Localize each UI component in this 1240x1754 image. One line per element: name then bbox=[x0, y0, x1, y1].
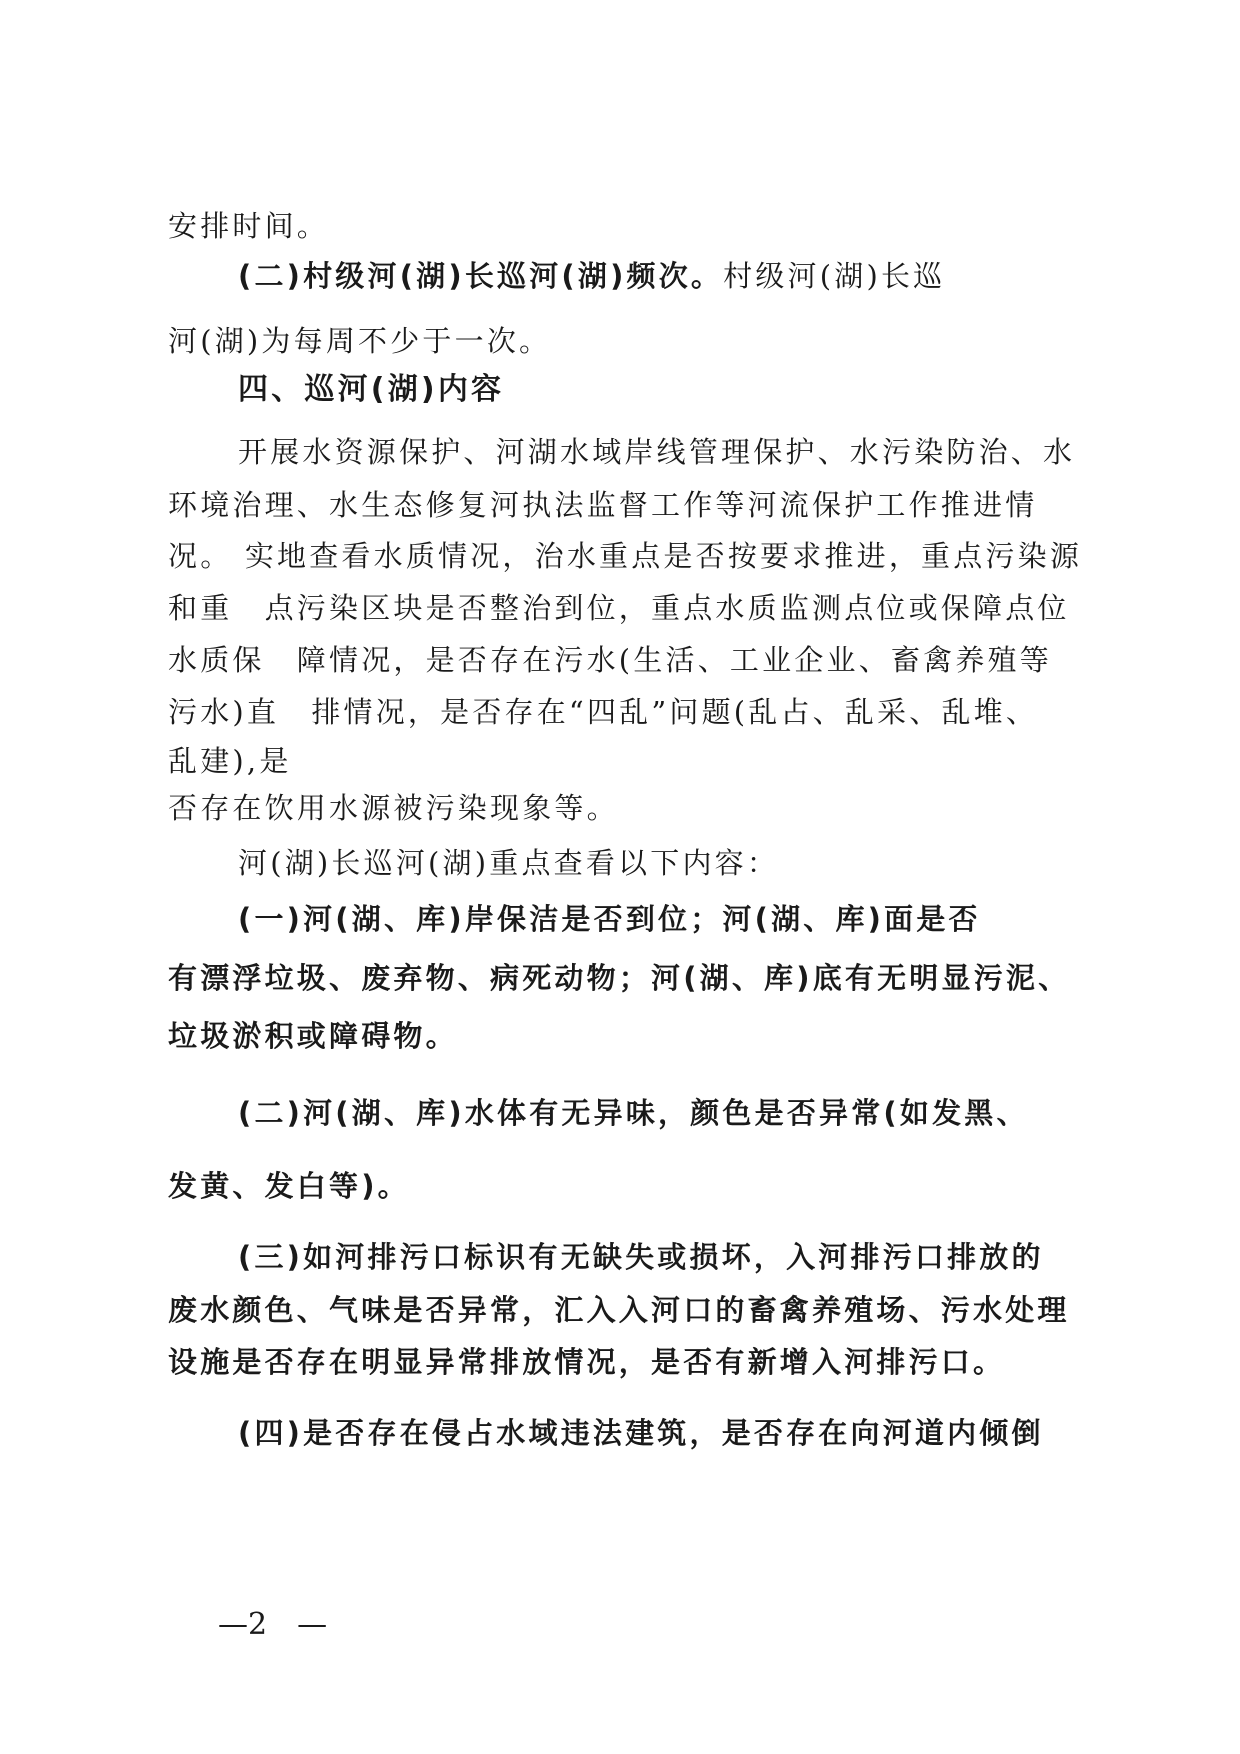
bold-item-line: (一)河(湖、库)岸保洁是否到位；河(湖、库)面是否 bbox=[238, 902, 981, 936]
text-line: 环境治理、水生态修复河执法监督工作等河流保护工作推进情 bbox=[168, 488, 1038, 522]
village-frequency-text: 村级河(湖)长巡 bbox=[723, 259, 946, 293]
bold-item-line: 设施是否存在明显异常排放情况，是否有新增入河排污口。 bbox=[168, 1345, 1006, 1379]
text-line: 和重 点污染区块是否整治到位，重点水质监测点位或保障点位 bbox=[168, 591, 1070, 625]
bold-item-line: 发黄、发白等)。 bbox=[168, 1169, 410, 1203]
page-number: —2 — bbox=[218, 1607, 328, 1642]
text-line: 水质保 障情况，是否存在污水(生活、工业企业、畜禽养殖等 bbox=[168, 643, 1052, 677]
bold-item-line: 废水颜色、气味是否异常，汇入入河口的畜禽养殖场、污水处理 bbox=[168, 1293, 1070, 1327]
text-line: 否存在饮用水源被污染现象等。 bbox=[168, 791, 619, 825]
text-line: 污水)直 排情况，是否存在“四乱”问题(乱占、乱采、乱堆、 bbox=[168, 695, 1039, 729]
text-line: 安排时间。 bbox=[168, 209, 330, 243]
text-line: 河(湖)为每周不少于一次。 bbox=[168, 324, 552, 358]
text-line: 开展水资源保护、河湖水域岸线管理保护、水污染防治、水 bbox=[238, 435, 1076, 469]
village-frequency-paragraph bbox=[238, 256, 945, 296]
bold-item-line: (三)如河排污口标识有无缺失或损坏，入河排污口排放的 bbox=[238, 1240, 1044, 1274]
text-line: 河(湖)长巡河(湖)重点查看以下内容： bbox=[238, 846, 780, 880]
section-heading: 四、巡河(湖)内容 bbox=[238, 372, 505, 407]
bold-item-line: (二)河(湖、库)水体有无异味，颜色是否异常(如发黑、 bbox=[238, 1096, 1029, 1130]
village-frequency-heading: (二)村级河(湖)长巡河(湖)频次。 bbox=[238, 259, 724, 293]
bold-item-line: 垃圾淤积或障碍物。 bbox=[168, 1019, 458, 1053]
text-line: 况。 实地查看水质情况，治水重点是否按要求推进，重点污染源 bbox=[168, 539, 1083, 573]
bold-item-line: 有漂浮垃圾、废弃物、病死动物；河(湖、库)底有无明显污泥、 bbox=[168, 961, 1071, 995]
bold-item-line: (四)是否存在侵占水域违法建筑，是否存在向河道内倾倒 bbox=[238, 1416, 1044, 1450]
text-line: 乱建),是 bbox=[168, 744, 292, 778]
